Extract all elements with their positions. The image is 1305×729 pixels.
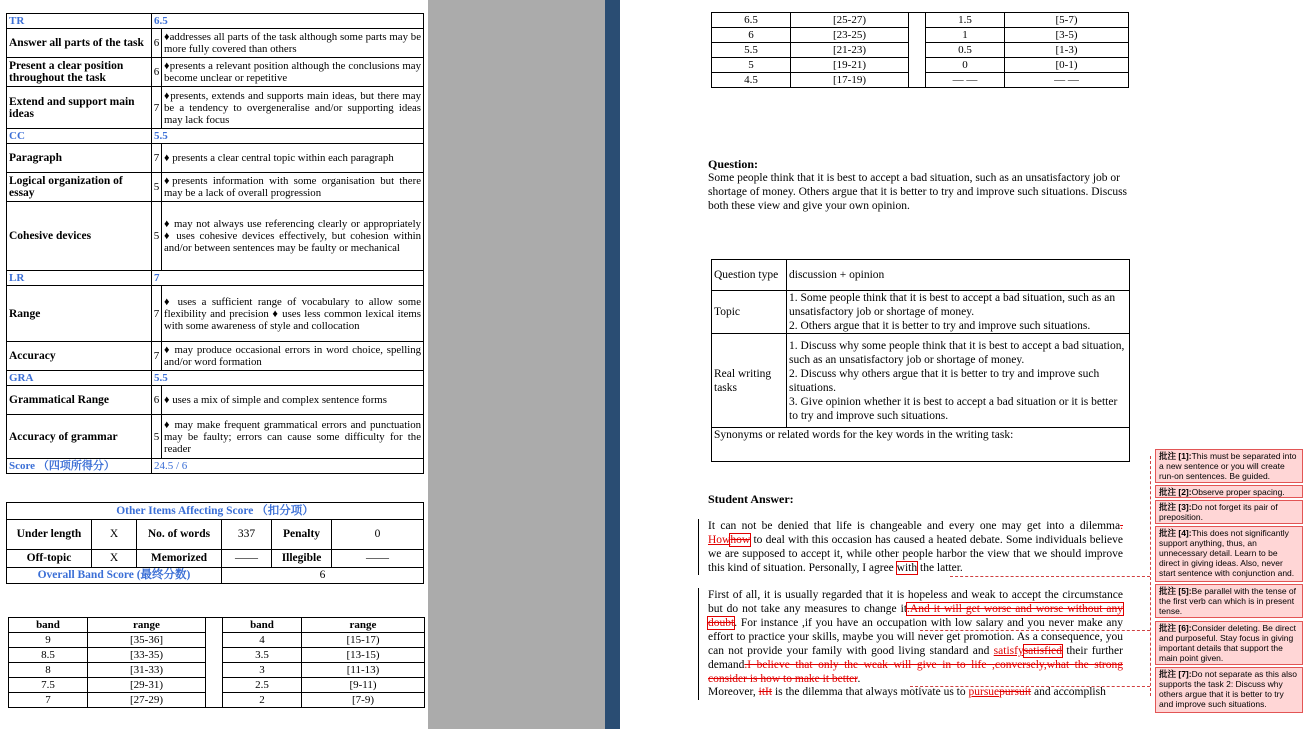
criterion-label: Logical organization of essay (7, 173, 152, 202)
topic-content (787, 291, 1130, 334)
essay-text: their further demand (708, 645, 1123, 671)
overall-band-value: 6 (222, 568, 424, 584)
table-row (7, 386, 424, 415)
range-cell: [0-1) (1005, 58, 1129, 73)
synonyms-row: Synonyms or related words for the key words in the writing task: (712, 428, 1130, 462)
comment-connector (950, 576, 1150, 577)
under-length-mark: X (92, 520, 137, 550)
band-cell: 0 (926, 58, 1005, 73)
comment-text: Do not separate as this also supports the task 2: Discuss why others argue that it is better to try and improve such situations. (1159, 669, 1297, 709)
question-type-label: Question type (712, 260, 787, 291)
comment-text: Do not forget its pair of preposition. (1159, 502, 1278, 522)
comment-text: Consider deleting. Be direct and purposeful. Stay focus in giving important details that support the main point given. (1159, 623, 1297, 663)
comment-connector (920, 630, 1150, 631)
criterion-band: 6 (152, 386, 162, 415)
cc-score: 5.5 (152, 129, 424, 144)
criterion-label: Cohesive devices (7, 202, 152, 271)
deleted-text: .And it will get worse and worse without any doubt (708, 603, 1123, 629)
range-cell: [31-33) (88, 663, 206, 678)
review-comment[interactable] (1155, 500, 1303, 524)
range-cell: — — (1005, 73, 1129, 88)
right-document-page (620, 0, 1305, 729)
criterion-label: Accuracy (7, 342, 152, 371)
essay-text: First of all, it is usually regarded that it is hopeless and weak to accept the circumstance but do not take any measures to change it (708, 589, 1123, 615)
illegible-label: Illegible (272, 550, 332, 568)
topic-label: Topic (712, 291, 787, 334)
band-table-spacer (909, 13, 926, 88)
lr-code: LR (7, 271, 152, 286)
essay-text: , I agree (856, 562, 897, 574)
criterion-descriptor: ♦ may not always use referencing clearly or appropriately ♦ uses cohesive devices effectively, but cohesion within and/or between sentences may be faulty or mechanical (162, 202, 424, 271)
word-count-value: 337 (222, 520, 272, 550)
band-table-spacer (206, 618, 223, 708)
cc-code: CC (7, 129, 152, 144)
range-cell: [21-23) (791, 43, 909, 58)
review-comment[interactable] (1155, 526, 1303, 582)
deleted-text: satisfied (1023, 645, 1063, 657)
review-comment[interactable] (1155, 449, 1303, 483)
range-header: range (302, 618, 425, 633)
band-cell: 0.5 (926, 43, 1005, 58)
essay-paragraph-1 (708, 519, 1123, 575)
criterion-label: Accuracy of grammar (7, 415, 152, 459)
essay-text: . For instance ,if you have an occupation with low salary and you never make any effort to practice your skills (708, 617, 1123, 643)
other-items-heading: Other Items Affecting Score （扣分项） (7, 503, 424, 520)
deleted-text: .I believe that only the weak will give in to life ,conversely,what the strong consider is how to make it better (708, 659, 1123, 685)
criterion-band: 7 (152, 286, 162, 342)
band-cell: 6 (712, 28, 791, 43)
band-range-table (8, 617, 425, 708)
criterion-band: 5 (152, 202, 162, 271)
real-tasks-label: Real writing tasks (712, 334, 787, 428)
illegible-value: —— (332, 550, 424, 568)
comment-text: Be parallel with the tense of the first verb can which is in present tense. (1159, 586, 1297, 616)
criterion-descriptor: ♦ uses a sufficient range of vocabulary to allow some flexibility and precision ♦ uses less common lexical items with some awareness of style and collocation (162, 286, 424, 342)
range-cell: [29-31) (88, 678, 206, 693)
table-row (7, 202, 424, 271)
band-cell: 4.5 (712, 73, 791, 88)
review-comment[interactable] (1155, 485, 1303, 498)
deleted-text: how (730, 534, 751, 546)
gra-code: GRA (7, 371, 152, 386)
band-cell: 5 (712, 58, 791, 73)
range-cell: [13-15) (302, 648, 425, 663)
criterion-band: 7 (152, 87, 162, 129)
band-header: band (9, 618, 88, 633)
comment-tag: 批注 [5]: (1159, 586, 1192, 596)
criterion-label: Range (7, 286, 152, 342)
range-cell: [9-11) (302, 678, 425, 693)
criterion-descriptor: ♦presents, extends and supports main ideas, but there may be a tendency to overgeneralise and/or supporting ideas may lack focus (162, 87, 424, 129)
table-row (7, 87, 424, 129)
criterion-label: Grammatical Range (7, 386, 152, 415)
range-cell: [7-9) (302, 693, 425, 708)
range-cell: [15-17) (302, 633, 425, 648)
criterion-label: Present a clear position throughout the task (7, 58, 152, 87)
band-cell: 1.5 (926, 13, 1005, 28)
table-row (7, 173, 424, 202)
essay-text: to deal with this occasion has caused a heated debate. (750, 534, 1003, 546)
deleted-text: itIt (758, 686, 773, 698)
commented-text: with (896, 562, 918, 574)
criterion-descriptor: ♦addresses all parts of the task although some parts may be more fully covered than others (162, 29, 424, 58)
essay-text: the latter. (917, 562, 963, 574)
question-heading: Question: (708, 157, 759, 171)
range-header: range (88, 618, 206, 633)
comment-tag: 批注 [3]: (1159, 502, 1192, 512)
comment-tag: 批注 [4]: (1159, 528, 1192, 538)
range-cell: [5-7) (1005, 13, 1129, 28)
criterion-band: 6 (152, 29, 162, 58)
review-comment[interactable] (1155, 584, 1303, 618)
band-cell: — — (926, 73, 1005, 88)
band-cell: 3 (223, 663, 302, 678)
question-type-value: discussion + opinion (787, 260, 1130, 291)
gra-header-row (7, 371, 424, 386)
overall-band-label: Overall Band Score (最终分数) (7, 568, 222, 584)
band-cell: 8.5 (9, 648, 88, 663)
score-label: Score （四项所得分） (7, 459, 152, 474)
band-cell: 7 (9, 693, 88, 708)
review-comment[interactable] (1155, 621, 1303, 665)
score-value: 24.5 / 6 (152, 459, 424, 474)
criterion-descriptor: ♦ may produce occasional errors in word choice, spelling and/or word formation (162, 342, 424, 371)
real-tasks-content (787, 334, 1130, 428)
band-cell: 3.5 (223, 648, 302, 663)
criterion-label: Extend and support main ideas (7, 87, 152, 129)
essay-paragraph-3 (708, 685, 1123, 699)
gra-score: 5.5 (152, 371, 424, 386)
band-range-table-continued (711, 12, 1129, 88)
criterion-label: Answer all parts of the task (7, 29, 152, 58)
criterion-descriptor: ♦ presents a clear central topic within each paragraph (162, 144, 424, 173)
criterion-band: 7 (152, 144, 162, 173)
criterion-band: 7 (152, 342, 162, 371)
page-gutter (605, 0, 620, 729)
comment-tag: 批注 [6]: (1159, 623, 1192, 633)
under-length-label: Under length (7, 520, 92, 550)
off-topic-mark: X (92, 550, 137, 568)
lr-header-row (7, 271, 424, 286)
table-row (7, 342, 424, 371)
inserted-text: How (708, 534, 731, 546)
deleted-text: pursuit (999, 686, 1032, 698)
essay-text: , maybe you will never get promotion. As a consequence, you can not provide your family with good living standard and (708, 631, 1123, 657)
table-row (7, 58, 424, 87)
band-cell: 4 (223, 633, 302, 648)
inserted-text: satisfy (993, 645, 1024, 657)
penalty-value: 0 (332, 520, 424, 550)
comment-tag: 批注 [2]: (1159, 487, 1192, 497)
range-cell: [27-29) (88, 693, 206, 708)
real-task-item: 2. Discuss why others argue that it is better to try and improve such situations. (789, 367, 1100, 394)
tr-code: TR (7, 14, 152, 29)
range-cell: [11-13) (302, 663, 425, 678)
scoring-table (6, 13, 424, 474)
comment-connector (910, 686, 1150, 687)
criterion-band: 5 (152, 173, 162, 202)
band-cell: 2.5 (223, 678, 302, 693)
real-task-item: 1. Discuss why some people think that it is best to accept a bad situation, such as an unsatisfactory job or shortage of money. (789, 339, 1125, 366)
essay-text: . Personally (802, 562, 857, 574)
table-row (712, 13, 1129, 28)
comment-tag: 批注 [1]: (1159, 451, 1192, 461)
deleted-text: . (1120, 520, 1123, 532)
band-cell: 7.5 (9, 678, 88, 693)
lr-score: 7 (152, 271, 424, 286)
criterion-descriptor: ♦presents information with some organisation but there may be a lack of overall progression (162, 173, 424, 202)
essay-text: . (857, 673, 861, 685)
essay-text: Moreover, (708, 686, 759, 698)
band-header: band (223, 618, 302, 633)
tr-score: 6.5 (152, 14, 424, 29)
range-cell: [25-27) (791, 13, 909, 28)
range-cell: [35-36] (88, 633, 206, 648)
criterion-descriptor: ♦ may make frequent grammatical errors and punctuation may be faulty; errors can cause some difficulty for the reader (162, 415, 424, 459)
cc-header-row (7, 129, 424, 144)
band-cell: 6.5 (712, 13, 791, 28)
range-cell: [19-21) (791, 58, 909, 73)
band-cell: 5.5 (712, 43, 791, 58)
topic-item: 2. Others argue that it is better to try and improve such situations. (789, 320, 1091, 332)
revision-bar (698, 588, 699, 700)
criterion-descriptor: ♦presents a relevant position although the conclusions may become unclear or repetitive (162, 58, 424, 87)
inserted-text: pursue (968, 686, 1000, 698)
range-cell: [17-19) (791, 73, 909, 88)
task-analysis-table (711, 259, 1130, 462)
table-row (7, 286, 424, 342)
other-items-table (6, 502, 424, 584)
question-text: Some people think that it is best to accept a bad situation, such as an unsatisfactory job or shortage of money. Others argue that it is better to try and improve such situations. Discuss both these view and give your own opinion. (708, 172, 1128, 212)
essay-text: and accomplish (1031, 686, 1106, 698)
real-task-item: 3. Give opinion whether it is best to accept a bad situation or it is better to try and improve such situations. (789, 395, 1118, 422)
revision-bar (698, 519, 699, 575)
off-topic-label: Off-topic (7, 550, 92, 568)
criterion-descriptor: ♦ uses a mix of simple and complex sentence forms (162, 386, 424, 415)
table-row (7, 415, 424, 459)
band-cell: 2 (223, 693, 302, 708)
essay-text: It can not be denied that life is changeable and every one may get into a dilemma (708, 520, 1121, 532)
essay-text: Some individuals believe we are supposed to accept it, while other people harbor the view that we should improve this kind of situation (708, 534, 1123, 574)
tr-header-row (7, 14, 424, 29)
criterion-band: 5 (152, 415, 162, 459)
range-cell: [1-3) (1005, 43, 1129, 58)
word-count-label: No. of words (137, 520, 222, 550)
left-document-page (0, 0, 428, 729)
range-cell: [33-35) (88, 648, 206, 663)
comment-connector (1150, 456, 1151, 696)
comment-tag: 批注 [7]: (1159, 669, 1192, 679)
band-cell: 1 (926, 28, 1005, 43)
student-answer-heading: Student Answer: (708, 492, 794, 506)
range-cell: [23-25) (791, 28, 909, 43)
band-cell: 9 (9, 633, 88, 648)
comment-text: This must be separated into a new sentence or you will create run-on sentences. Be guided. (1159, 451, 1297, 481)
essay-text: is the dilemma that always motivate us to (772, 686, 969, 698)
penalty-label: Penalty (272, 520, 332, 550)
table-row (7, 144, 424, 173)
memorized-value: —— (222, 550, 272, 568)
comment-text: Observe proper spacing. (1191, 487, 1285, 497)
comment-text: This does not significantly support anything, thus, an unnecessary detail. Learn to be direct in giving ideas. Also, never start sentence with conjunction and. (1159, 528, 1295, 578)
review-comment[interactable] (1155, 667, 1303, 713)
table-row (7, 29, 424, 58)
criterion-band: 6 (152, 58, 162, 87)
range-cell: [3-5) (1005, 28, 1129, 43)
band-cell: 8 (9, 663, 88, 678)
memorized-label: Memorized (137, 550, 222, 568)
criterion-label: Paragraph (7, 144, 152, 173)
topic-item: 1. Some people think that it is best to accept a bad situation, such as an unsatisfactory job or shortage of money. (789, 292, 1116, 318)
score-total-row (7, 459, 424, 474)
essay-paragraph-2 (708, 588, 1123, 686)
